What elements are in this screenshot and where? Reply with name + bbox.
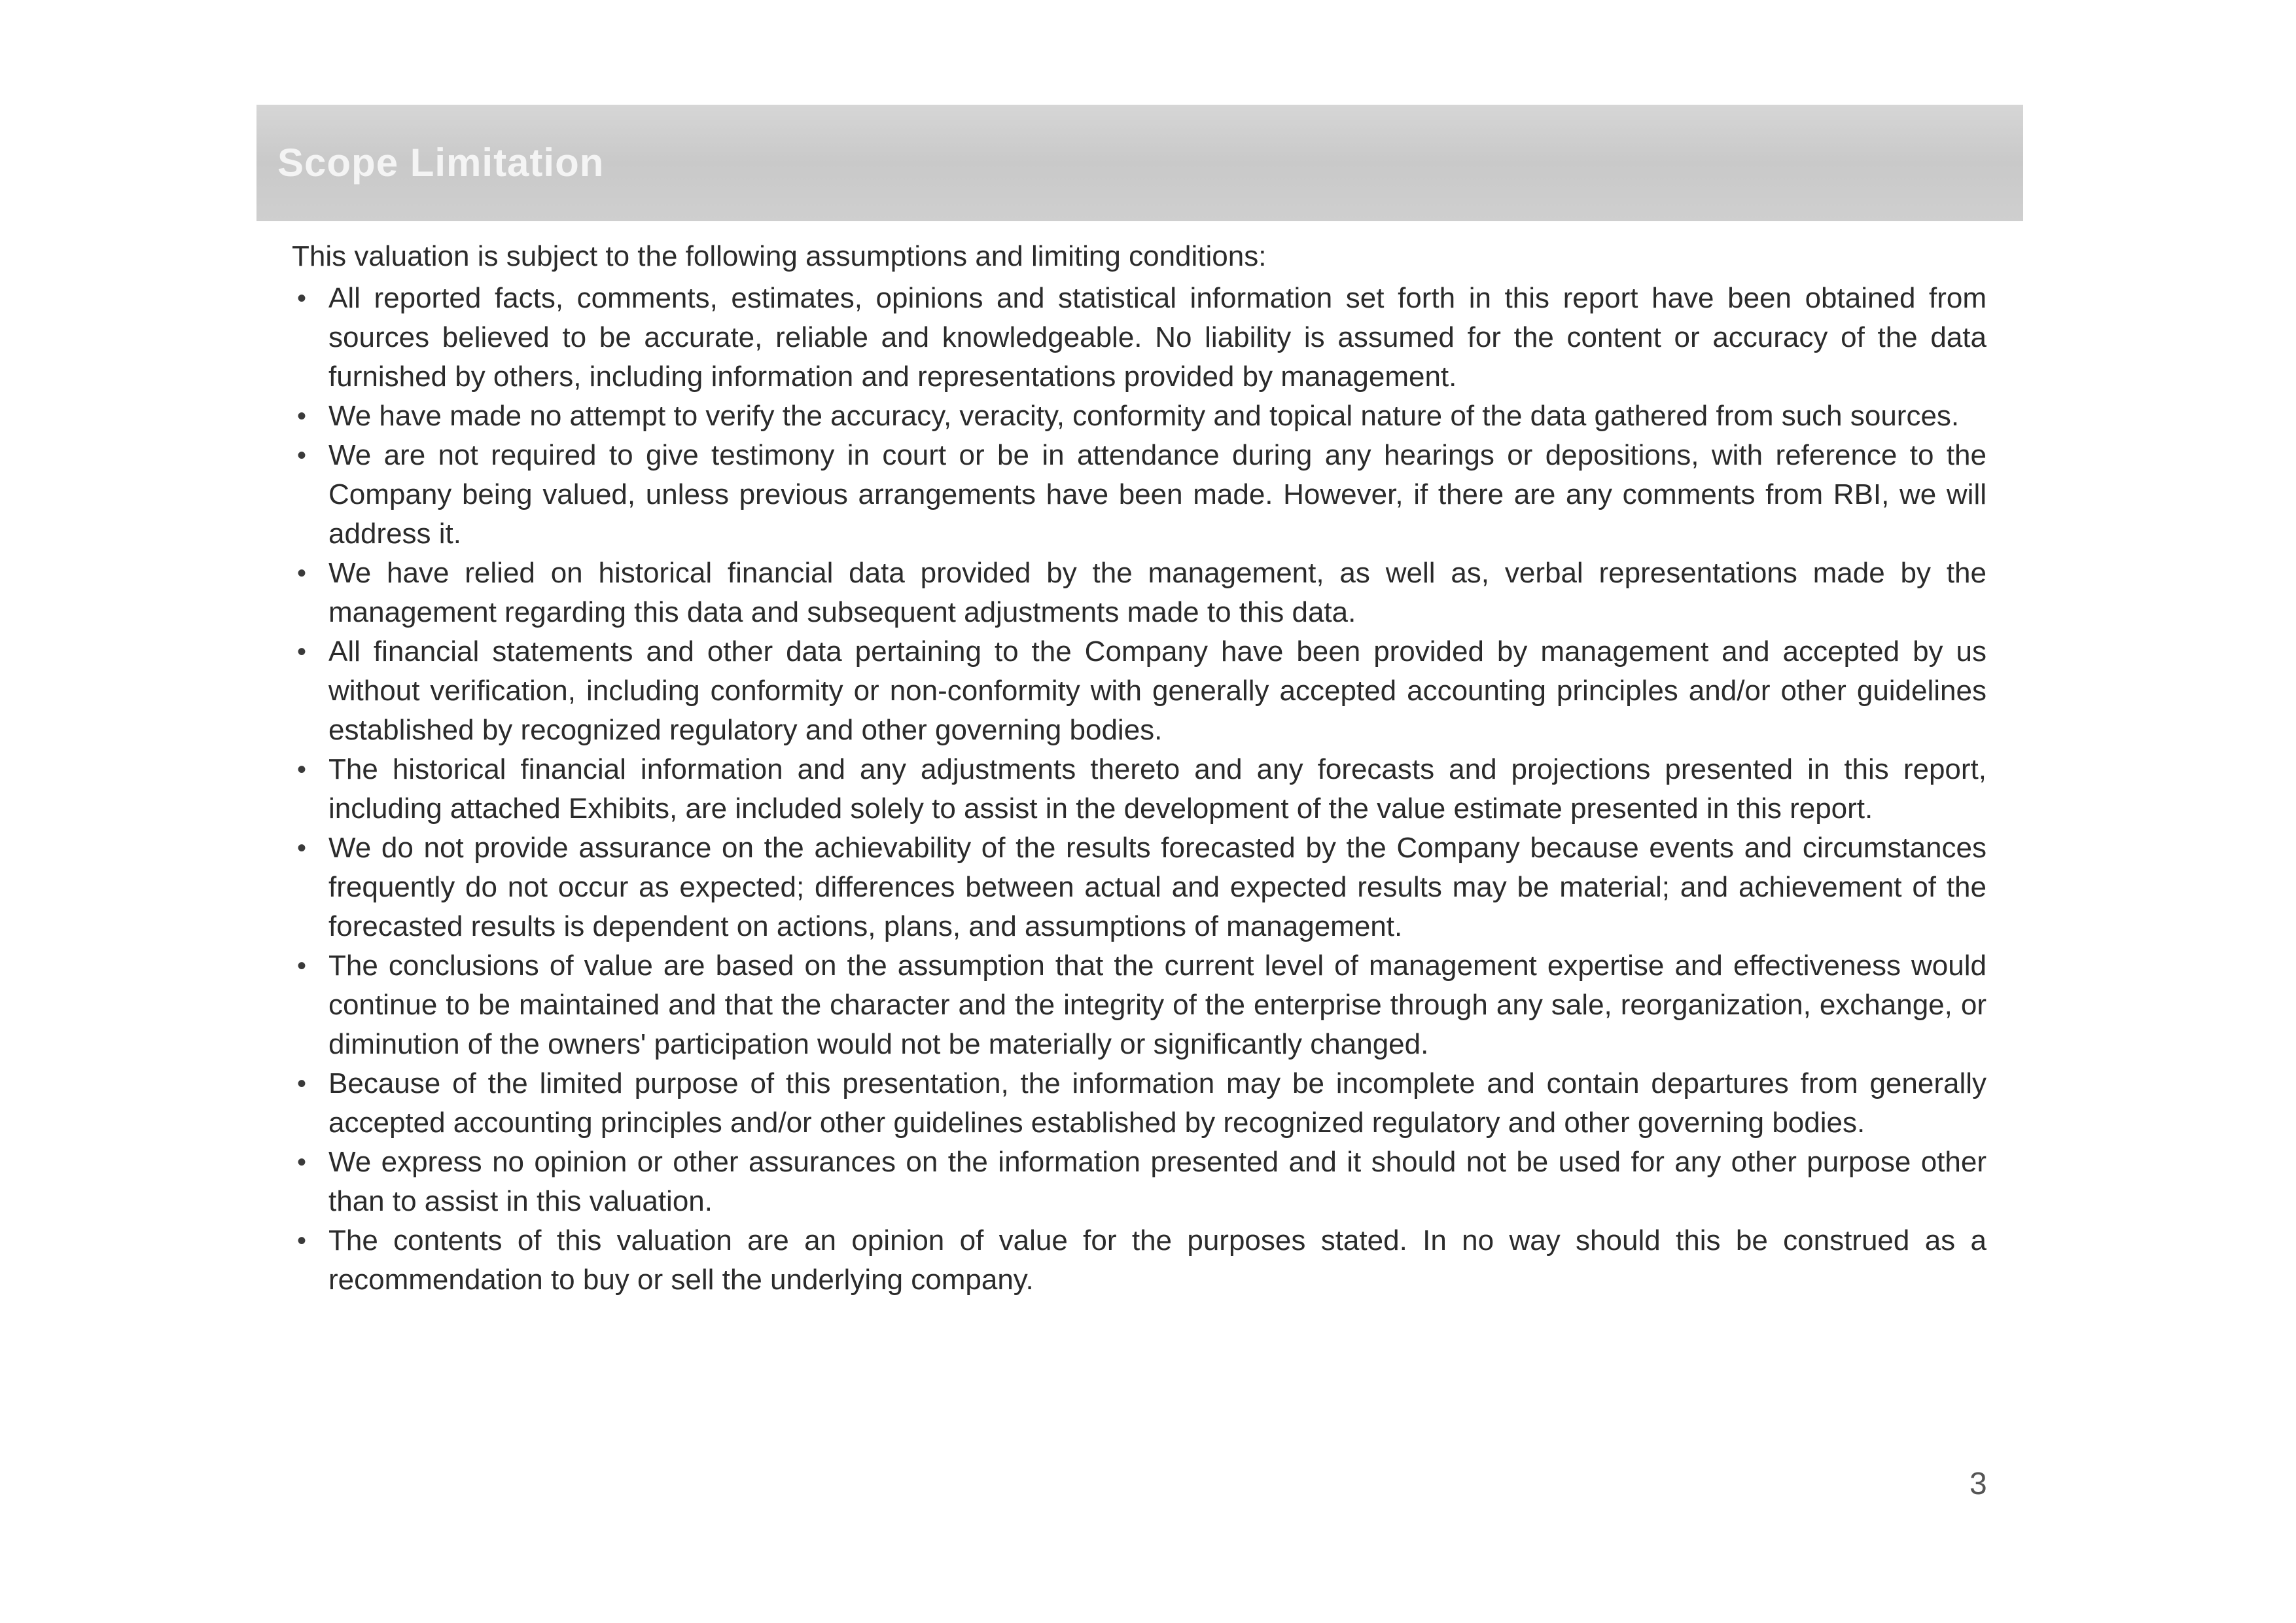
bullet-icon: • (296, 284, 306, 313)
list-item-text: All financial statements and other data pertaining to the Company have been provided by management and accepted by us without verification, including conformity or non-conformity with generally accepted accounting principles and/or other guidelines established by recognized regulatory and other governing bodies. (328, 635, 1987, 746)
list-item-text: We express no opinion or other assurances on the information presented and it should not be used for any other purpose other than to assist in this valuation. (328, 1146, 1987, 1217)
list-item (292, 1143, 1987, 1221)
list-item-text: We are not required to give testimony in court or be in attendance during any hearings or depositions, with reference to the Company being valued, unless previous arrangements have been made. However, if there are any comments from RBI, we will address it. (328, 439, 1987, 550)
bullet-icon: • (296, 637, 306, 666)
list-item-text: We do not provide assurance on the achievability of the results forecasted by the Company because events and circumstances frequently do not occur as expected; differences between actual and expected results may be material; and achievement of the forecasted results is dependent on actions, plans, and assumptions of management. (328, 832, 1987, 942)
list-item (292, 829, 1987, 946)
bullet-list (292, 279, 1987, 1300)
list-item (292, 279, 1987, 397)
list-item-text: The historical financial information and any adjustments thereto and any forecasts and projections presented in this report, including attached Exhibits, are included solely to assist in the development of the value estimate presented in this report. (328, 753, 1987, 825)
list-item-text: The conclusions of value are based on the assumption that the current level of management expertise and effectiveness would continue to be maintained and that the character and the integrity of the enterprise through any sale, reorganization, exchange, or diminution of the owners' participation would not be materially or significantly changed. (328, 950, 1987, 1060)
bullet-icon: • (296, 834, 306, 863)
list-item-text: Because of the limited purpose of this presentation, the information may be incomplete and contain departures from generally accepted accounting principles and/or other guidelines established by recognized regulatory and other governing bodies. (328, 1067, 1987, 1139)
intro-paragraph: This valuation is subject to the following assumptions and limiting conditions: (292, 240, 1267, 272)
list-item (292, 554, 1987, 632)
bullet-icon: • (296, 559, 306, 588)
list-item-text: We have made no attempt to verify the accuracy, veracity, conformity and topical nature of the data gathered from such sources. (328, 400, 1960, 432)
page-number: 3 (1969, 1467, 1987, 1501)
bullet-icon: • (296, 441, 306, 470)
section-title: Scope Limitation (277, 141, 605, 185)
bullet-icon: • (296, 755, 306, 784)
list-item (292, 750, 1987, 829)
list-item-text: The contents of this valuation are an opinion of value for the purposes stated. In no way should this be construed as a recommendation to buy or sell the underlying company. (328, 1224, 1987, 1296)
bullet-icon: • (296, 1069, 306, 1098)
section-header-band (256, 105, 2023, 221)
bullet-icon: • (296, 1226, 306, 1255)
bullet-icon: • (296, 952, 306, 980)
list-item-text: We have relied on historical financial data provided by the management, as well as, verbal representations made by the management regarding this data and subsequent adjustments made to this data. (328, 557, 1987, 628)
bullet-icon: • (296, 1148, 306, 1177)
list-item (292, 1064, 1987, 1143)
list-item (292, 436, 1987, 554)
bullet-icon: • (296, 402, 306, 431)
list-item (292, 946, 1987, 1064)
list-item-text: All reported facts, comments, estimates, opinions and statistical information set forth in this report have been obtained from sources believed to be accurate, reliable and knowledgeable. No liability is assumed for the content or accuracy of the data furnished by others, including information and representations provided by management. (328, 282, 1987, 393)
list-item (292, 397, 1987, 436)
list-item (292, 1221, 1987, 1300)
list-item (292, 632, 1987, 750)
document-body (292, 237, 1987, 1300)
